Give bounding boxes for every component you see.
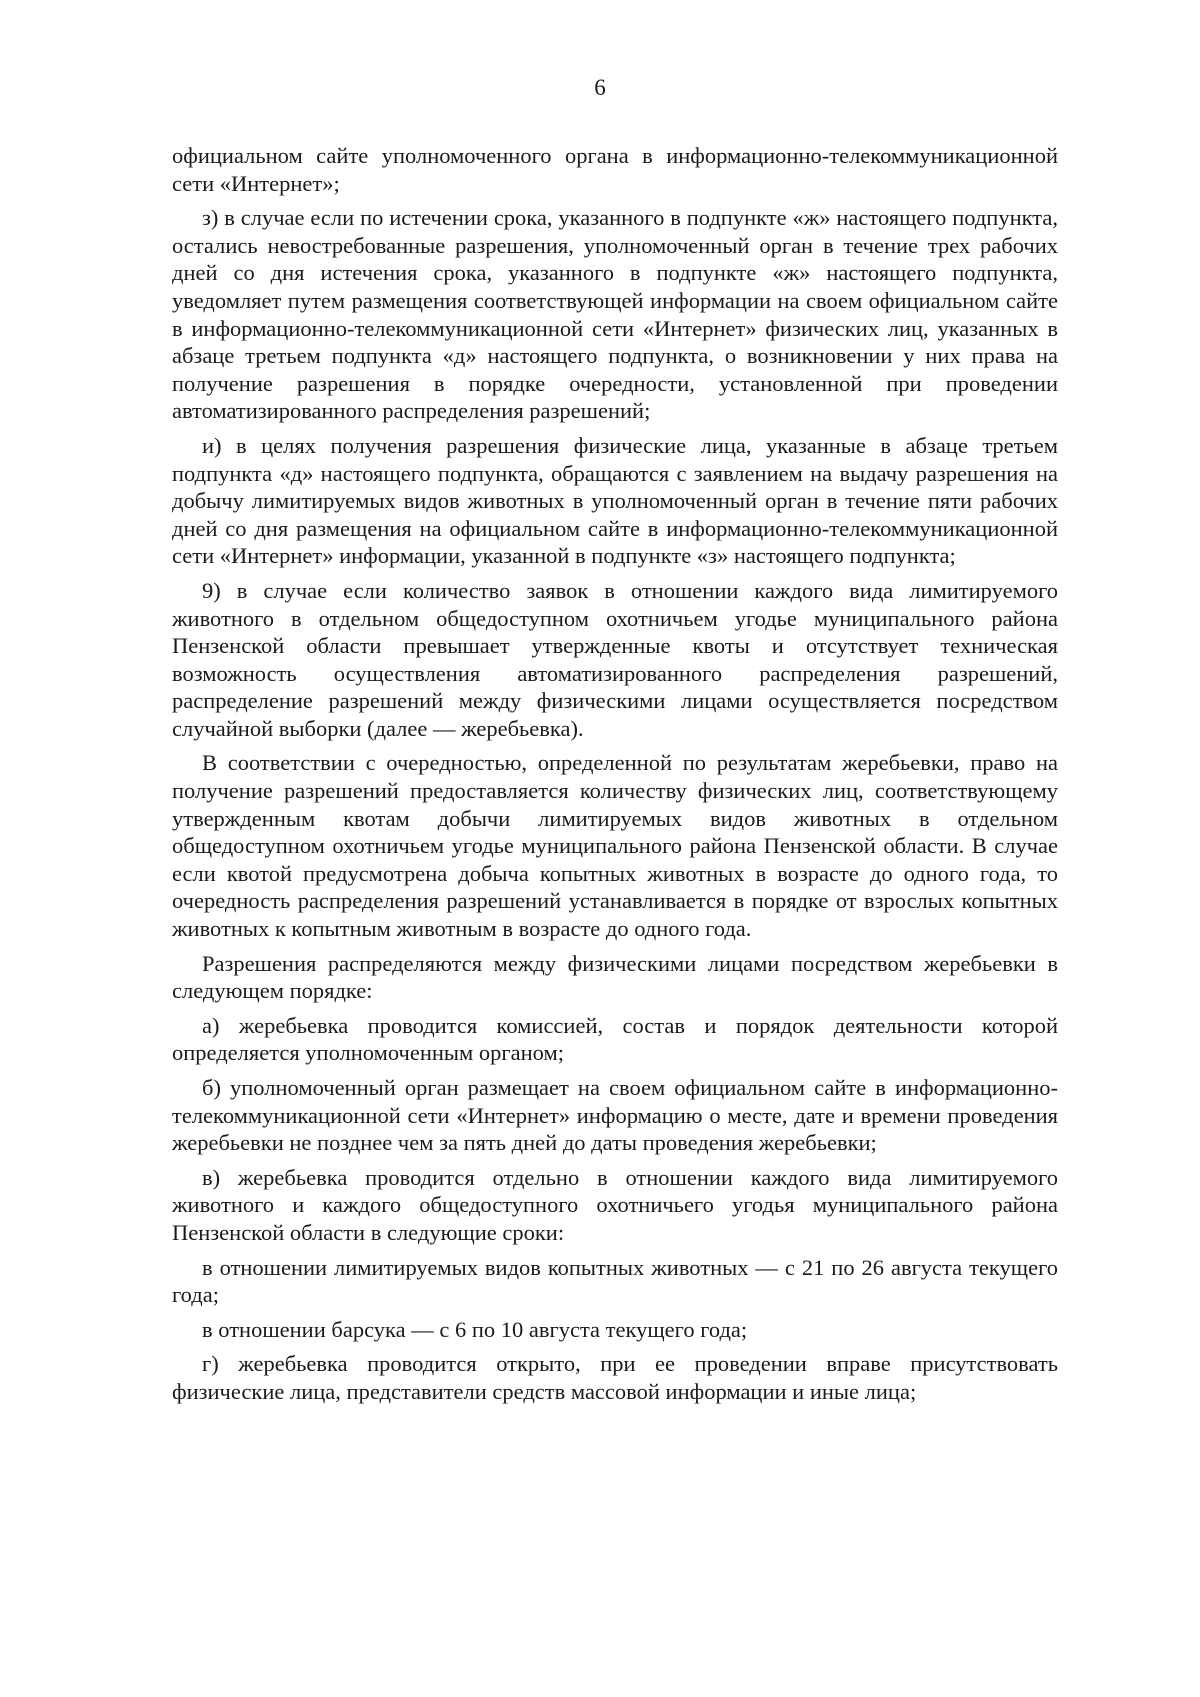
page-number: 6 [594,75,606,100]
paragraph-subitem-v: в) жеребьевка проводится отдельно в отношении каждого вида лимитируемого животного и каждого общедоступного охотничьего угодья муниципального района Пензенской области в следующие сроки: [172,1164,1058,1245]
paragraph-badger-dates: в отношении барсука — с 6 по 10 августа текущего года; [202,1316,748,1342]
paragraph-subitem-g: г) жеребьевка проводится открыто, при ее проведении вправе присутствовать физические лица, представители средств массовой информации и иные лица; [172,1351,1058,1404]
paragraph-item-9: 9) в случае если количество заявок в отношении каждого вида лимитируемого животного в отдельном общедоступном охотничьем угодье муниципального района Пензенской области превышает утвержденные квоты и отсутствует техническая возможность осуществления автоматизированного распределения разрешений, распределение разрешений между физическими лицами осуществляется посредством случайной выборки (далее — жеребьевка). [172,577,1058,741]
paragraph-subitem-a: а) жеребьевка проводится комиссией, состав и порядок деятельности которой определяется уполномоченным органом; [172,1012,1058,1066]
document-body [172,142,1058,1413]
paragraph-subitem-i: и) в целях получения разрешения физические лица, указанные в абзаце третьем подпункта «д» настоящего подпункта, обращаются с заявлением на выдачу разрешения на добычу лимитируемых видов животных в уполномоченный орган в течение пяти рабочих дней со дня размещения на официальном сайте в информационно-телекоммуникационной сети «Интернет» информации, указанной в подпункте «з» настоящего подпункта; [172,432,1058,569]
paragraph-subitem-b: б) уполномоченный орган размещает на своем официальном сайте в информационно-телекоммуникационной сети «Интернет» информацию о месте, дате и времени проведения жеребьевки не позднее чем за пять дней до даты проведения жеребьевки; [172,1075,1058,1156]
paragraph-subitem-z: з) в случае если по истечении срока, указанного в подпункте «ж» настоящего подпункта, остались невостребованные разрешения, уполномоченный орган в течение трех рабочих дней со дня истечения срока, указанного в подпункте «ж» настоящего подпункта, уведомляет путем размещения соответствующей информации на своем официальном сайте в информационно-телекоммуникационной сети «Интернет» физических лиц, указанных в абзаце третьем подпункта «д» настоящего подпункта, о возникновении у них права на получение разрешения в порядке очередности, установленной при проведении автоматизированного распределения разрешений; [172,205,1058,424]
paragraph-continuation: официальном сайте уполномоченного органа в информационно-телекоммуникационной сети «Интернет»; [172,143,1058,196]
paragraph-ungulates-dates: в отношении лимитируемых видов копытных животных — с 21 по 26 августа текущего года; [172,1254,1058,1308]
paragraph-lottery-intro: Разрешения распределяются между физическими лицами посредством жеребьевки в следующем порядке: [172,950,1058,1004]
paragraph-queue-order: В соответствии с очередностью, определенной по результатам жеребьевки, право на получение разрешений предоставляется количеству физических лиц, соответствующему утвержденным квотам добычи лимитируемых видов животных в отдельном общедоступном охотничьем угодье муниципального района Пензенской области. В случае если квотой предусмотрена добыча копытных животных в возрасте до одного года, то очередность распределения разрешений устанавливается в порядке от взрослых копытных животных к копытным животным в возрасте до одного года. [172,750,1058,942]
